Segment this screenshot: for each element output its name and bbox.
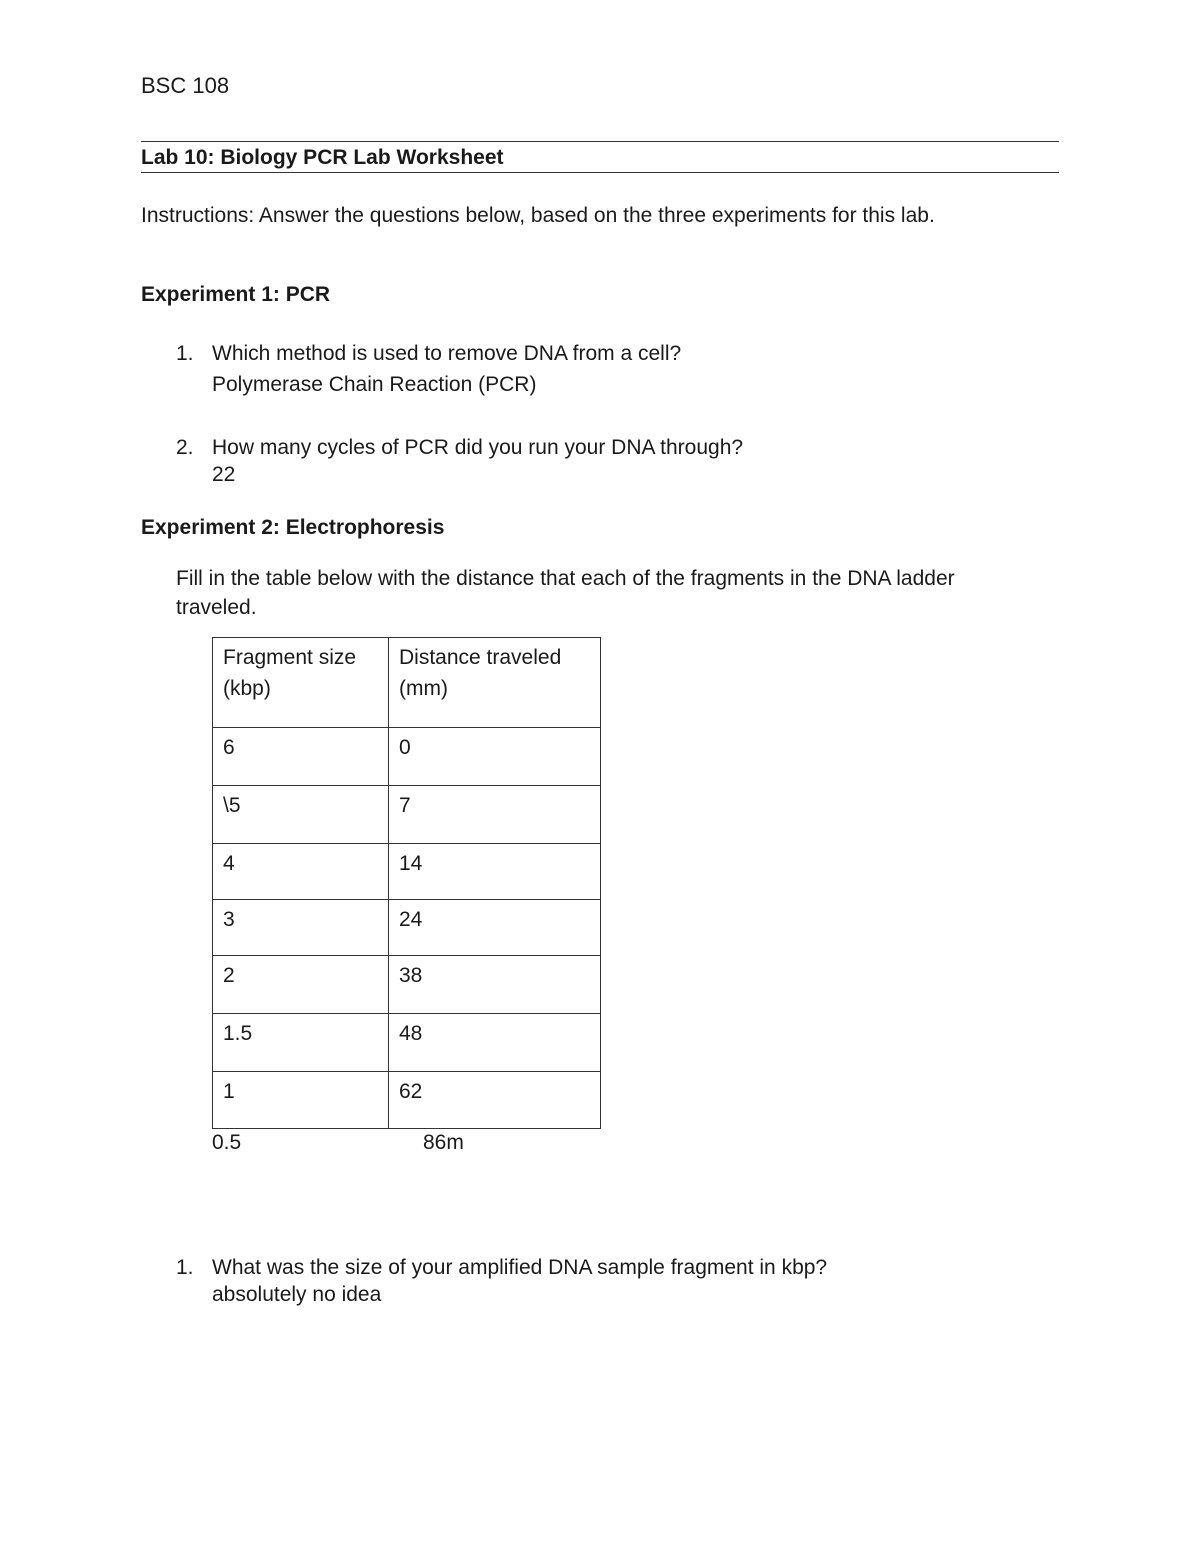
- distance-cell: 62: [389, 1072, 601, 1129]
- answer-text: 22: [212, 463, 236, 486]
- table-row: [213, 1072, 601, 1129]
- table-prompt-line2: traveled.: [176, 596, 257, 619]
- dna-ladder-table: [212, 637, 601, 1129]
- experiment2-heading: Experiment 2: Electrophoresis: [141, 516, 445, 539]
- fragment-size-cell: 1: [213, 1072, 389, 1129]
- table-row: [213, 728, 601, 786]
- fragment-size-cell: 4: [213, 844, 389, 900]
- experiment1-heading: Experiment 1: PCR: [141, 283, 331, 306]
- question-text: What was the size of your amplified DNA sample fragment in kbp?: [212, 1256, 828, 1279]
- answer-text: Polymerase Chain Reaction (PCR): [212, 373, 537, 396]
- table-row: [213, 956, 601, 1014]
- question-text: Which method is used to remove DNA from a cell?: [212, 342, 682, 365]
- distance-cell: 7: [389, 786, 601, 844]
- instructions: Instructions: Answer the questions below, based on the three experiments for this lab.: [141, 204, 935, 227]
- fragment-size-cell: 1.5: [213, 1014, 389, 1072]
- answer-text: absolutely no idea: [212, 1283, 382, 1306]
- fragment-size-cell: 3: [213, 900, 389, 956]
- question-number: 1.: [176, 1256, 194, 1279]
- header-unit: (mm): [399, 677, 448, 700]
- question-text: How many cycles of PCR did you run your DNA through?: [212, 436, 744, 459]
- fragment-size-cell: 2: [213, 956, 389, 1014]
- table-header-row: [213, 638, 601, 728]
- title-rule-top: [141, 141, 1059, 142]
- header-unit: (kbp): [223, 677, 271, 700]
- table-row: [213, 844, 601, 900]
- worksheet-title: Lab 10: Biology PCR Lab Worksheet: [141, 146, 504, 169]
- fragment-size-cell: \5: [213, 786, 389, 844]
- fragment-size-cell: 6: [213, 728, 389, 786]
- distance-cell: 0: [389, 728, 601, 786]
- course-code: BSC 108: [141, 73, 230, 98]
- table-row: [213, 900, 601, 956]
- header-distance: [389, 638, 601, 728]
- extra-fragment-size: 0.5: [212, 1131, 242, 1154]
- table-row: [213, 786, 601, 844]
- distance-cell: 14: [389, 844, 601, 900]
- table-prompt-line1: Fill in the table below with the distance that each of the fragments in the DNA ladder: [176, 567, 955, 590]
- question-number: 2.: [176, 436, 194, 459]
- table-row: [213, 1014, 601, 1072]
- distance-cell: 24: [389, 900, 601, 956]
- header-label: Fragment size: [223, 646, 357, 669]
- title-rule-bottom: [141, 172, 1059, 173]
- distance-cell: 38: [389, 956, 601, 1014]
- header-label: Distance traveled: [399, 646, 562, 669]
- header-fragment-size: [213, 638, 389, 728]
- extra-distance: 86m: [423, 1131, 464, 1154]
- question-number: 1.: [176, 342, 194, 365]
- distance-cell: 48: [389, 1014, 601, 1072]
